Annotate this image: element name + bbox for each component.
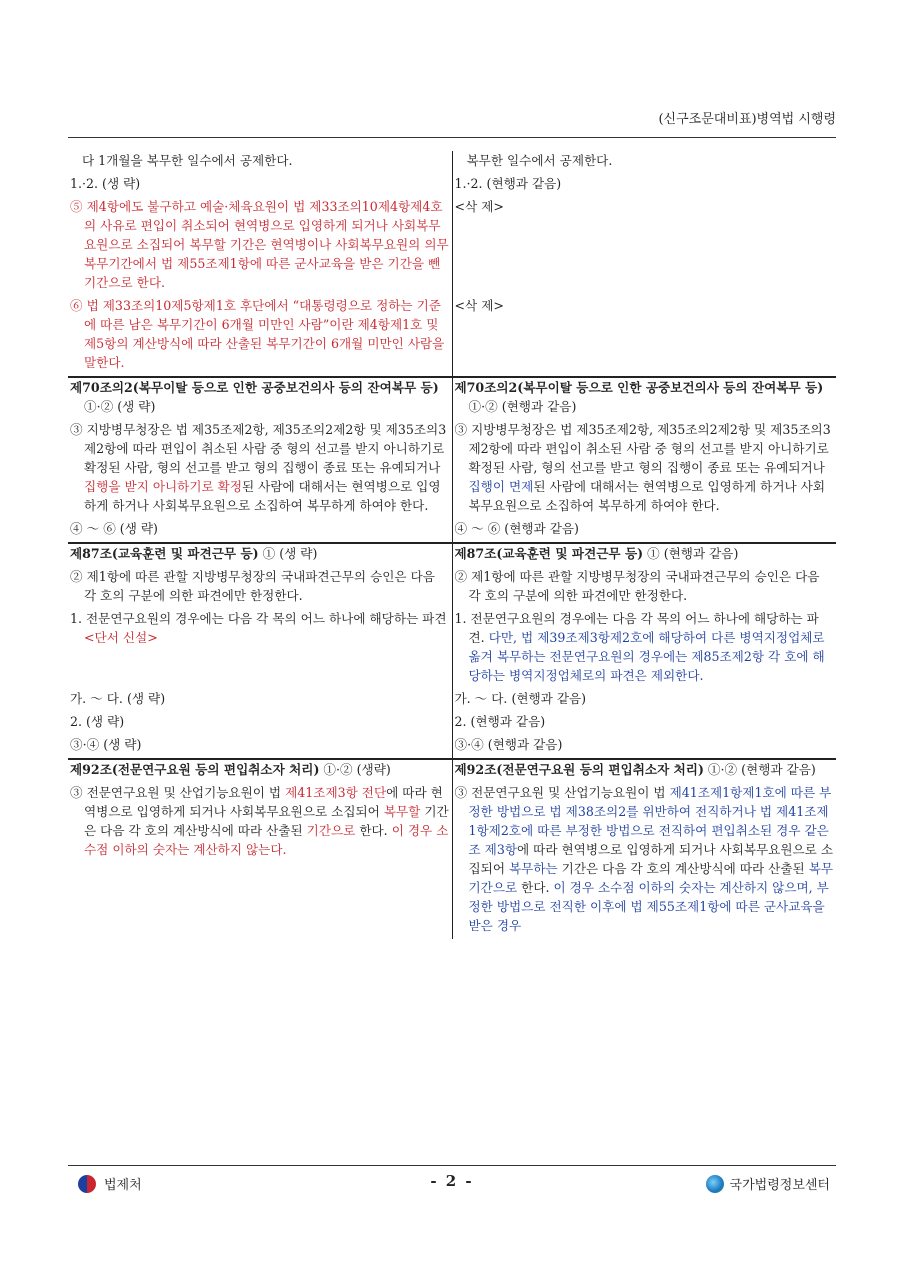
current-text-cell — [68, 151, 452, 174]
text-segment: 복무할 — [383, 804, 421, 819]
text-segment: 가. ～ 다. (현행과 같음) — [454, 691, 587, 706]
clause-paragraph — [70, 420, 450, 515]
comparison-row — [68, 783, 836, 939]
comparison-row — [68, 519, 836, 543]
text-segment: 1.·2. (생 략) — [70, 176, 141, 191]
document-header — [68, 113, 836, 138]
text-segment: 제41조제1항제1호에 따른 부정한 방법으로 법 제38조의2를 위반하여 전직하거나 법 제41조제1항제2호에 따른 부정한 방법으로 전직하여 편입취소된 경우 같은 조 제3항 — [468, 785, 832, 857]
text-segment: 집행이 면제 — [468, 479, 534, 494]
current-text-cell — [68, 543, 452, 567]
clause-paragraph — [70, 151, 450, 170]
clause-paragraph — [455, 378, 835, 416]
text-segment: 제92조(전문연구요원 등의 편입취소자 처리) — [70, 762, 320, 777]
clause-paragraph — [455, 567, 835, 605]
clause-paragraph — [455, 174, 835, 193]
revised-text-cell — [452, 151, 836, 174]
text-segment: ③ 지방병무청장은 법 제35조제2항, 제35조의2제2항 및 제35조의3제2항에 따라 편입이 취소된 사람 중 형의 선고를 받지 아니하기로 확정된 사람, 형의 선고를 받고 형의 집행이 종료 또는 유예되거나 — [70, 422, 447, 475]
text-segment: ① (현행과 같음) — [643, 546, 739, 561]
text-segment: 가. ～ 다. (생 략) — [70, 691, 166, 706]
comparison-row — [68, 735, 836, 759]
revised-text-cell — [452, 689, 836, 712]
clause-paragraph — [70, 609, 450, 647]
text-segment: 다만, 법 제39조제3항제2호에 해당하여 다른 병역지정업체로 옮겨 복무하는 전문연구요원의 경우에는 제85조제2항 각 호에 해당하는 병역지정업체로의 파견은 제외한다. — [468, 630, 825, 683]
text-segment: 1. 전문연구요원의 경우에는 다음 각 목의 어느 하나에 해당하는 파견. — [454, 611, 819, 645]
current-text-cell — [68, 420, 452, 519]
clause-paragraph — [455, 689, 835, 708]
comparison-row — [68, 377, 836, 420]
current-text-cell — [68, 519, 452, 543]
text-segment: ①·② (생 략) — [84, 399, 156, 414]
text-segment: ⑥ 법 제33조의10제5항제1호 후단에서 “대통령령으로 정하는 기준에 따른 남은 복무기간이 6개월 미만인 사람”이란 제4항제1호 및 제5항의 계산방식에 따라 산출된 복무기간이 6개월 미만인 사람을 말한다. — [70, 298, 445, 370]
text-segment: 한다. — [517, 880, 554, 895]
text-segment: 기간으로 — [306, 823, 356, 838]
clause-paragraph — [455, 760, 835, 779]
text-segment: ④ ～ ⑥ (현행과 같음) — [454, 521, 579, 536]
clause-paragraph — [70, 760, 450, 779]
text-segment: 제87조(교육훈련 및 파견근무 등) — [70, 546, 259, 561]
text-segment: 된 사람에 대해서는 현역병으로 입영하게 하거나 사회복무요원으로 소집하여 복무하게 하여야 한다. — [468, 479, 826, 513]
text-segment: 제70조의2(복무이탈 등으로 인한 공중보건의사 등의 잔여복무 등) — [454, 380, 824, 395]
current-text-cell — [68, 197, 452, 296]
text-segment: ①·② (현행과 같음) — [468, 399, 577, 414]
text-segment: 에 따라 현역병으로 입영하게 되거나 사회복무요원으로 소집되어 — [84, 785, 443, 819]
text-segment: 이 경우 소수점 이하의 숫자는 계산하지 않는다. — [84, 823, 449, 857]
comparison-row — [68, 420, 836, 519]
current-text-cell — [68, 174, 452, 197]
text-segment: 기간은 다음 각 호의 계산방식에 따라 산출된 — [84, 804, 449, 838]
clause-paragraph — [455, 735, 835, 754]
revised-text-cell — [452, 567, 836, 609]
text-segment: 한다. — [355, 823, 392, 838]
text-segment: 제87조(교육훈련 및 파견근무 등) — [454, 546, 644, 561]
current-text-cell — [68, 783, 452, 939]
clause-paragraph — [70, 712, 450, 731]
current-text-cell — [68, 689, 452, 712]
clause-paragraph — [455, 519, 835, 538]
text-segment: 이 경우 소수점 이하의 숫자는 계산하지 않으며, 부정한 방법으로 전직한 이후에 법 제55조제1항에 따른 군사교육을 받은 경우 — [468, 880, 829, 933]
text-segment: 1. 전문연구요원의 경우에는 다음 각 목의 어느 하나에 해당하는 파견 — [70, 611, 447, 626]
text-segment: 제41조제3항 전단 — [285, 785, 387, 800]
text-segment: <단서 신설> — [84, 630, 158, 645]
revised-text-cell — [452, 543, 836, 567]
clause-paragraph — [70, 197, 450, 292]
text-segment: 된 사람에 대해서는 현역병으로 입영하게 하거나 사회복무요원으로 소집하여 복무하게 하여야 한다. — [84, 479, 441, 513]
clause-paragraph — [70, 567, 450, 605]
comparison-row — [68, 759, 836, 783]
text-segment: ⑤ 제4항에도 불구하고 예술·체육요원이 법 제33조의10제4항제4호의 사유로 편입이 취소되어 현역병으로 입영하게 되거나 사회복무요원으로 소집되어 복무할 기간은 현역병이나 사회복무요원의 의무복무기간에서 법 제55조제1항에 따른 군사교육을 받은 기간을 뺀 기간으로 한다. — [70, 199, 449, 290]
footer-left-org: 법제처 — [104, 1178, 142, 1193]
clause-paragraph — [70, 783, 450, 859]
comparison-row — [68, 296, 836, 377]
clause-paragraph — [70, 689, 450, 708]
text-segment: ② 제1항에 따른 관할 지방병무청장의 국내파견근무의 승인은 다음 각 호의 구분에 의한 파견에만 한정한다. — [454, 569, 820, 603]
text-segment: ③·④ (생 략) — [70, 737, 142, 752]
comparison-row — [68, 567, 836, 609]
clause-paragraph — [70, 735, 450, 754]
text-segment: ①·② (현행과 같음) — [703, 762, 816, 777]
clause-paragraph — [455, 151, 835, 170]
clause-paragraph — [455, 544, 835, 563]
revised-text-cell — [452, 735, 836, 759]
current-text-cell — [68, 759, 452, 783]
current-text-cell — [68, 735, 452, 759]
clause-paragraph — [455, 783, 835, 935]
revised-text-cell — [452, 783, 836, 939]
current-text-cell — [68, 609, 452, 689]
clause-paragraph — [70, 296, 450, 372]
text-segment: ③·④ (현행과 같음) — [454, 737, 563, 752]
text-segment: ③ 지방병무청장은 법 제35조제2항, 제35조의2제2항 및 제35조의3제2항에 따라 편입이 취소된 사람 중 형의 선고를 받지 아니하기로 확정된 사람, 형의 선고를 받고 형의 집행이 종료 또는 유예되거나 — [454, 422, 831, 475]
clause-paragraph — [70, 544, 450, 563]
text-segment: 2. (생 략) — [70, 714, 125, 729]
revised-text-cell — [452, 197, 836, 296]
text-segment: ④ ～ ⑥ (생 략) — [70, 521, 158, 536]
page-footer — [68, 1165, 836, 1206]
comparison-row — [68, 151, 836, 174]
text-segment: 기간은 다음 각 호의 계산방식에 따라 산출된 — [557, 861, 809, 876]
current-text-cell — [68, 712, 452, 735]
text-segment: ① (생 략) — [258, 546, 318, 561]
revised-text-cell — [452, 712, 836, 735]
revised-text-cell — [452, 296, 836, 377]
text-segment: 2. (현행과 같음) — [454, 714, 546, 729]
clause-paragraph — [70, 174, 450, 193]
text-segment: 제92조(전문연구요원 등의 편입취소자 처리) — [454, 762, 704, 777]
comparison-row — [68, 197, 836, 296]
clause-paragraph — [455, 712, 835, 731]
revised-text-cell — [452, 519, 836, 543]
text-segment: <삭 제> — [454, 298, 504, 313]
text-segment: 복무하는 — [509, 861, 558, 876]
text-segment: ② 제1항에 따른 관할 지방병무청장의 국내파견근무의 승인은 다음 각 호의 구분에 의한 파견에만 한정한다. — [70, 569, 435, 603]
clause-paragraph — [70, 378, 450, 416]
comparison-row — [68, 609, 836, 689]
revised-text-cell — [452, 609, 836, 689]
clause-paragraph — [455, 296, 835, 315]
page-number: - 2 - — [430, 1172, 474, 1190]
current-text-cell — [68, 296, 452, 377]
text-segment: ③ 전문연구요원 및 산업기능요원이 법 — [70, 785, 286, 800]
text-segment: ③ 전문연구요원 및 산업기능요원이 법 — [454, 785, 670, 800]
revised-text-cell — [452, 759, 836, 783]
clause-paragraph — [455, 197, 835, 216]
text-segment: 집행을 받지 아니하기로 확정 — [84, 479, 242, 494]
clause-paragraph — [70, 519, 450, 538]
text-segment: 복무한 일수에서 공제한다. — [466, 153, 613, 168]
footer-right — [706, 1174, 830, 1193]
text-segment: 1.·2. (현행과 같음) — [454, 176, 562, 191]
comparison-row — [68, 689, 836, 712]
text-segment: 제70조의2(복무이탈 등으로 인한 공중보건의사 등의 잔여복무 등) — [70, 380, 439, 395]
clause-paragraph — [455, 609, 835, 685]
text-segment: ①·② (생략) — [319, 762, 391, 777]
comparison-row — [68, 174, 836, 197]
globe-logo-icon — [706, 1175, 724, 1193]
text-segment: 다 1개월을 복무한 일수에서 공제한다. — [82, 153, 293, 168]
current-text-cell — [68, 377, 452, 420]
text-segment: <삭 제> — [454, 199, 504, 214]
comparison-row — [68, 543, 836, 567]
revised-text-cell — [452, 420, 836, 519]
clause-paragraph — [455, 420, 835, 515]
footer-right-org: 국가법령정보센터 — [729, 1178, 830, 1193]
revised-text-cell — [452, 377, 836, 420]
current-text-cell — [68, 567, 452, 609]
text-segment: 에 따라 현역병으로 입영하게 되거나 사회복무요원으로 소집되어 — [468, 842, 834, 876]
comparison-row — [68, 712, 836, 735]
header-title: (신구조문대비표)병역법 시행령 — [658, 112, 836, 127]
revised-text-cell — [452, 174, 836, 197]
comparison-table — [68, 151, 836, 939]
text-segment: 복무기간으로 — [468, 861, 834, 895]
